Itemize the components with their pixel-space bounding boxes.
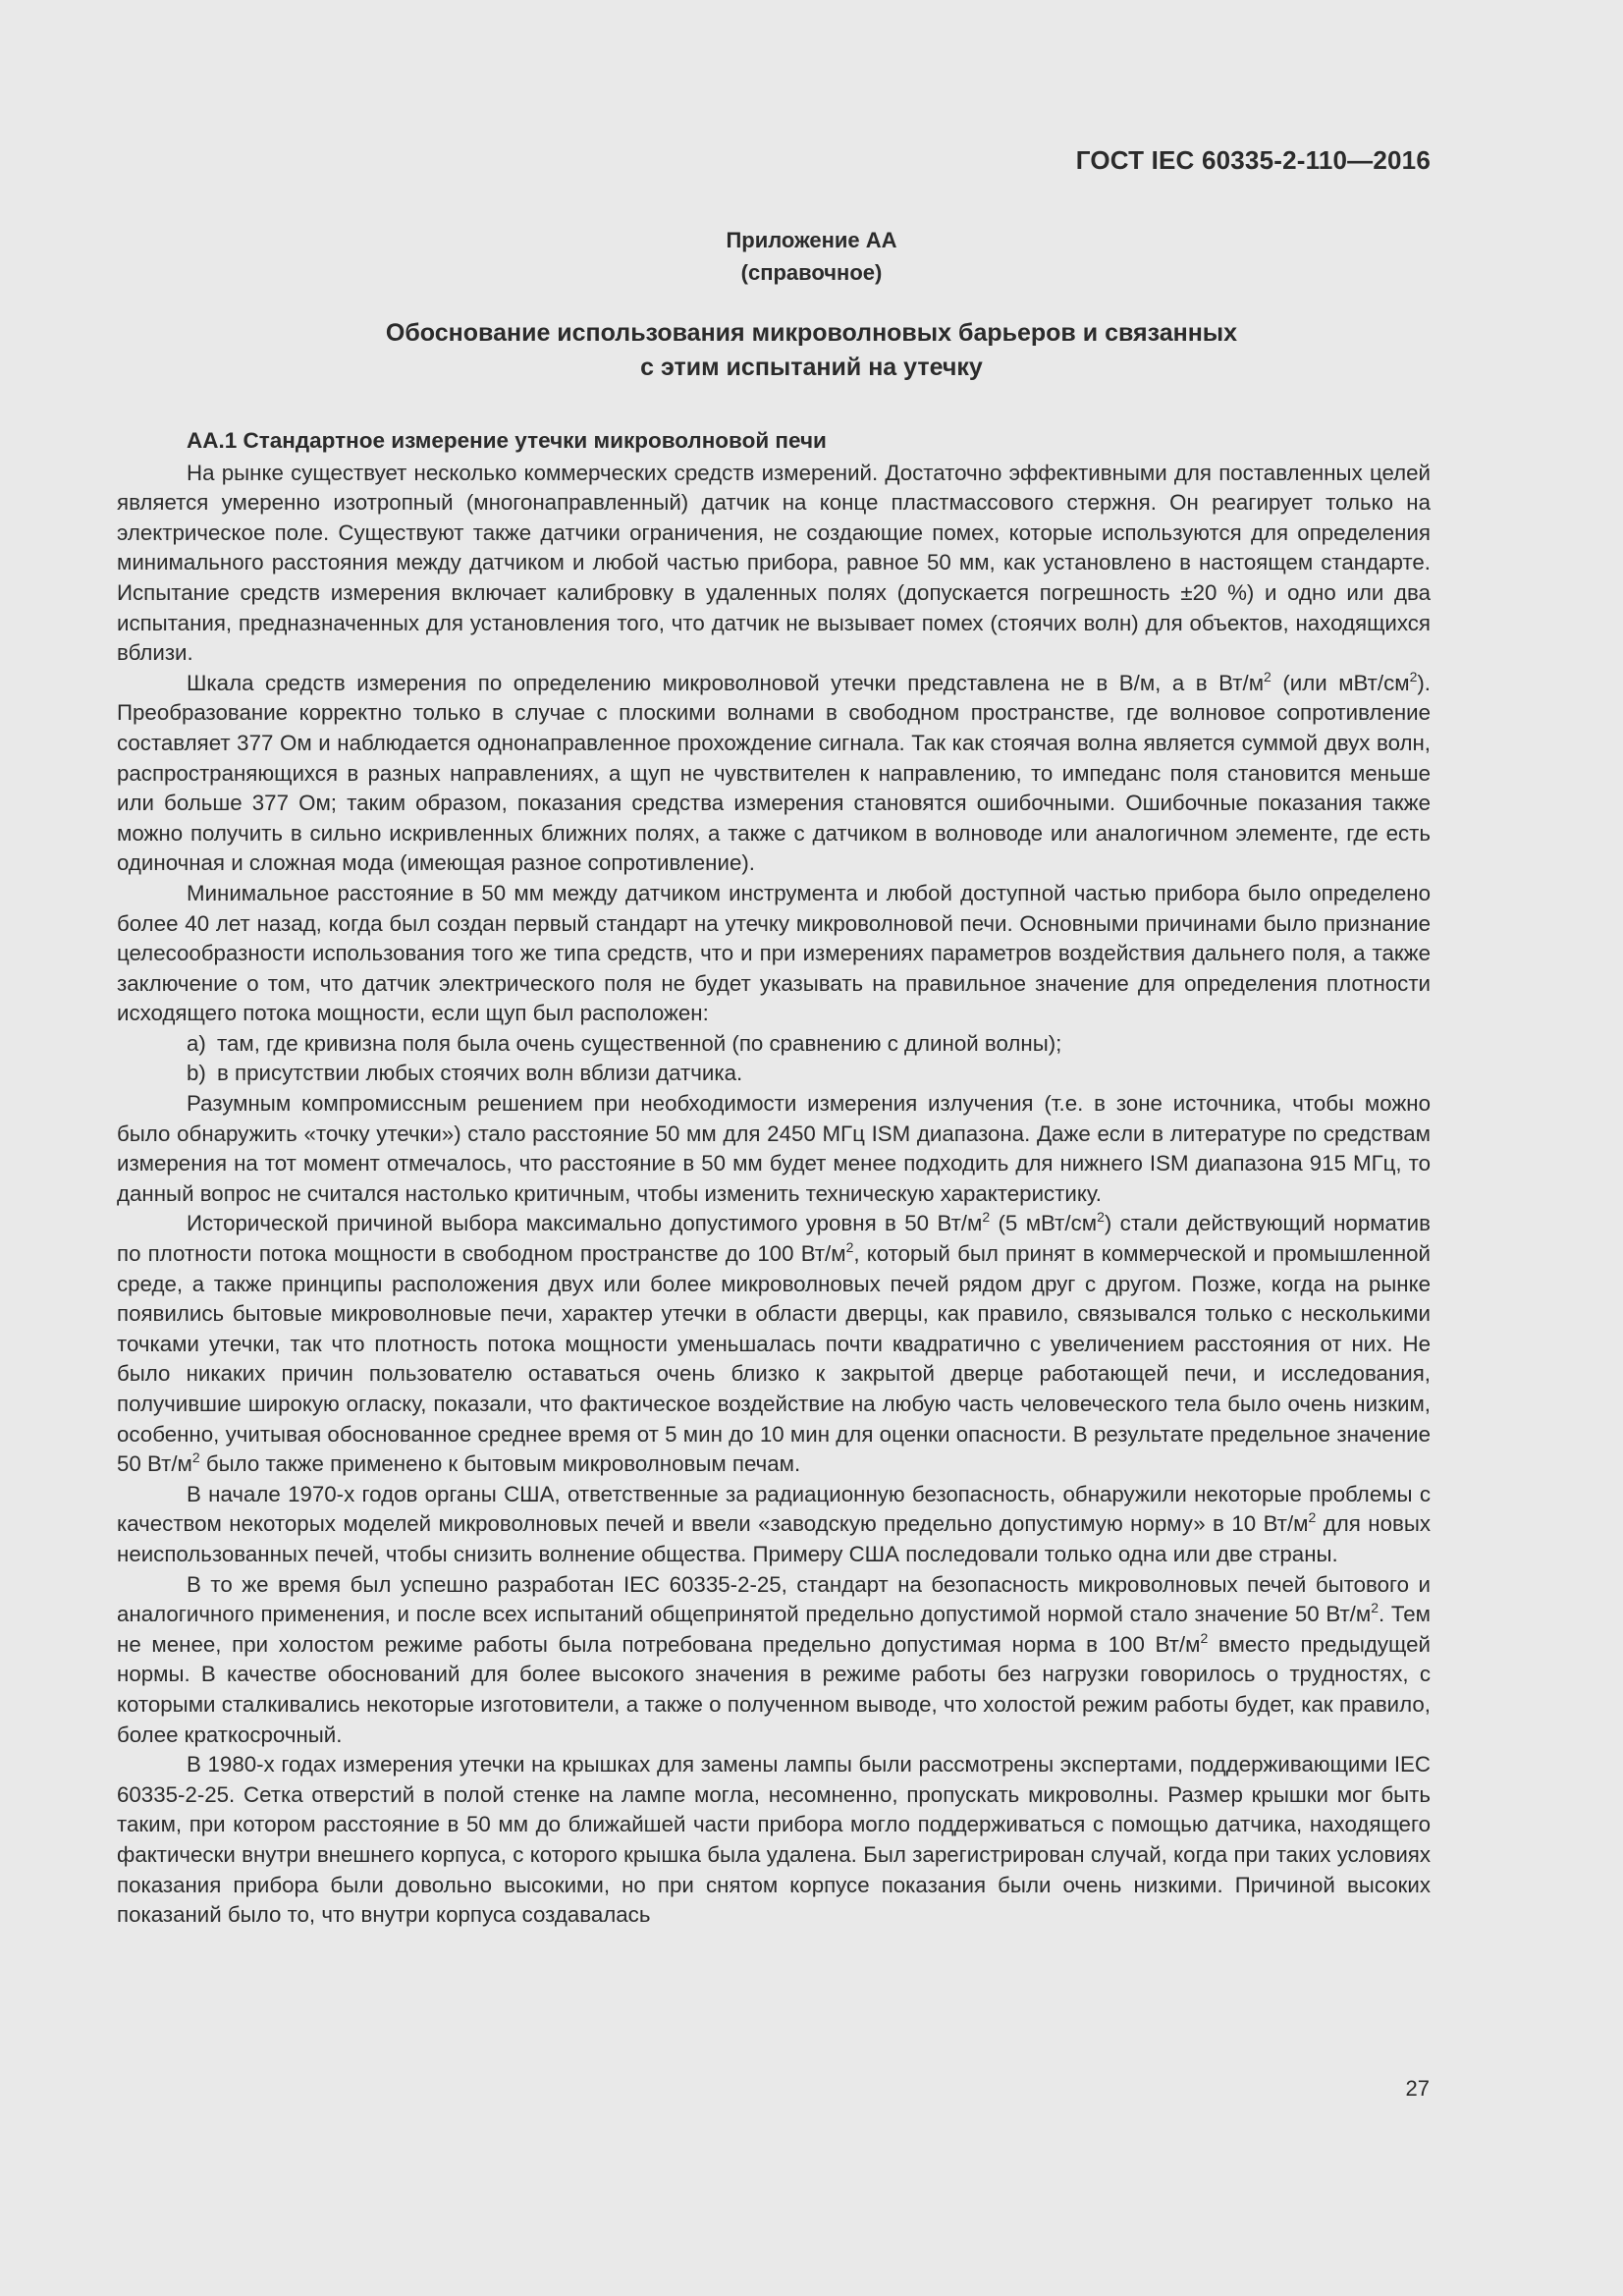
paragraph-2: Шкала средств измерения по определению микроволновой утечки представлена не в В/м, а в $Вт/м^2$ (или мВт/$см^2$). Преобразование корректно только в случае с плоскими волнами в свободном пространстве, где волновое сопротивление составляет 377 Ом и наблюдается однонаправленное прохождение сигнала. Так как стоячая волна является суммой двух волн, распространяющихся в разных направлениях, а щуп не чувствителен к направлению, то импеданс поля становится меньше или больше 377 Ом; таким образом, показания средства измерения становятся ошибочными. Ошибочные показания также можно получить в сильно искривленных ближних полях, а также с датчиком в волноводе или аналогичном элементе, где есть одиночная и сложная мода (имеющая разное сопротивление). <box>117 668 1431 876</box>
page-number: 27 <box>1405 2076 1430 2101</box>
list-item-a <box>117 1029 1431 1060</box>
paragraph-6: В начале 1970-х годов органы США, ответственные за радиационную безопасность, обнаружили некоторые проблемы с качеством некоторых моделей микроволновых печей и ввели «заводскую предельно допустимую норму» в 10 $Вт/м^2$ для новых неиспользованных печей, чтобы снизить волнение общества. Примеру США последовали только одна или две страны. <box>117 1481 1431 1566</box>
appendix-title <box>0 316 1623 385</box>
paragraph-8: В 1980-х годах измерения утечки на крышках для замены лампы были рассмотрены экспертами, поддерживающими IEC 60335-2-25. Сетка отверстий в полой стенке на лампе могла, несомненно, пропускать микроволны. Размер крышки мог быть таким, при котором расстояние в 50 мм до ближайшей части прибора могло поддерживаться с помощью датчика, находящего фактически внутри внешнего корпуса, с которого крышка была удалена. Был зарегистрирован случай, когда при таких условиях показания прибора были довольно высокими, но при снятом корпусе показания были очень низкими. Причиной высоких показаний было то, что внутри корпуса создавалась <box>117 1752 1431 1928</box>
title-line-1: Обоснование использования микроволновых барьеров и связанных <box>385 319 1238 347</box>
appendix-label: Приложение АА <box>726 228 897 252</box>
list-marker-b: b) <box>187 1061 206 1086</box>
appendix-heading <box>0 224 1623 289</box>
body-text <box>117 426 1431 1931</box>
paragraph-1: На рынке существует несколько коммерческих средств измерений. Достаточно эффективными для поставленных целей является умеренно изотропный (многонаправленный) датчик на конце пластмассового стержня. Он реагирует только на электрическое поле. Существуют также датчики ограничения, не создающие помех, которые используются для определения минимального расстояния между датчиком и любой частью прибора, равное 50 мм, как установлено в настоящем стандарте. Испытание средств измерения включает калибровку в удаленных полях (допускается погрешность ±20 %) и одно или два испытания, предназначенных для установления того, что датчик не вызывает помех (стоячих волн) для объектов, находящихся вблизи. <box>117 460 1431 666</box>
paragraph-4: Разумным компромиссным решением при необходимости измерения излучения (т.е. в зоне источника, чтобы можно было обнаружить «точку утечки») стало расстояние 50 мм для 2450 МГц ISM диапазона. Даже если в литературе по средствам измерения на тот момент отмечалось, что расстояние в 50 мм будет менее подходить для нижнего ISM диапазона 915 МГц, то данный вопрос не считался настолько критичным, чтобы изменить техническую характеристику. <box>117 1091 1431 1206</box>
paragraph-5: Исторической причиной выбора максимально допустимого уровня в 50 $Вт/м^2$ (5 мВт/$см^2$) стали действующий норматив по плотности потока мощности в свободном пространстве до 100 $Вт/м^2$, который был принят в коммерческой и промышленной среде, а также принципы расположения двух или более микроволновых печей рядом друг с другом. Позже, когда на рынке появились бытовые микроволновые печи, характер утечки в области дверцы, как правило, связывался только с несколькими точками утечки, так что плотность потока мощности уменьшалась почти квадратично с увеличением расстояния от них. Не было никаких причин пользователю оставаться очень близко к закрытой дверце работающей печи, и исследования, получившие широкую огласку, показали, что фактическое воздействие на любую часть человеческого тела было очень низким, особенно, учитывая обоснованное среднее время от 5 мин до 10 мин для оценки опасности. В результате предельное значение 50 $Вт/м^2$ было также применено к бытовым микроволновым печам. <box>117 1209 1432 1477</box>
list-marker-a: a) <box>187 1030 206 1056</box>
list-text-a: там, где кривизна поля была очень существенной (по сравнению с длиной волны); <box>217 1030 1062 1056</box>
list-text-b: в присутствии любых стоячих волн вблизи датчика. <box>217 1061 743 1086</box>
paragraph-3: Минимальное расстояние в 50 мм между датчиком инструмента и любой доступной частью прибора было определено более 40 лет назад, когда был создан первый стандарт на утечку микроволновой печи. Основными причинами было признание целесообразности использования того же типа средств, что и при измерениях параметров воздействия дальнего поля, а также заключение о том, что датчик электрического поля не будет указывать на правильное значение для определения плотности исходящего потока мощности, если щуп был расположен: <box>117 880 1431 1026</box>
section-heading: АА.1 Стандартное измерение утечки микроволновой печи <box>187 428 827 453</box>
appendix-type: (справочное) <box>740 260 883 285</box>
paragraph-7: В то же время был успешно разработан IEC 60335-2-25, стандарт на безопасность микроволновых печей бытового и аналогичного применения, и после всех испытаний общепринятой предельно допустимой нормой стало значение 50 $Вт/м^2$. Тем не менее, при холостом режиме работы была потребована предельно допустимая норма в 100 $Вт/м^2$ вместо предыдущей нормы. В качестве обоснований для более высокого значения в режиме работы без нагрузки говорилось о трудностях, с которыми сталкивались некоторые изготовители, а также о полученном выводе, что холостой режим работы будет, как правило, более краткосрочный. <box>117 1571 1431 1747</box>
title-line-2: с этим испытаний на утечку <box>640 354 983 381</box>
document-code: ГОСТ IEC 60335-2-110—2016 <box>1075 145 1431 175</box>
list-item-b <box>117 1059 1431 1089</box>
